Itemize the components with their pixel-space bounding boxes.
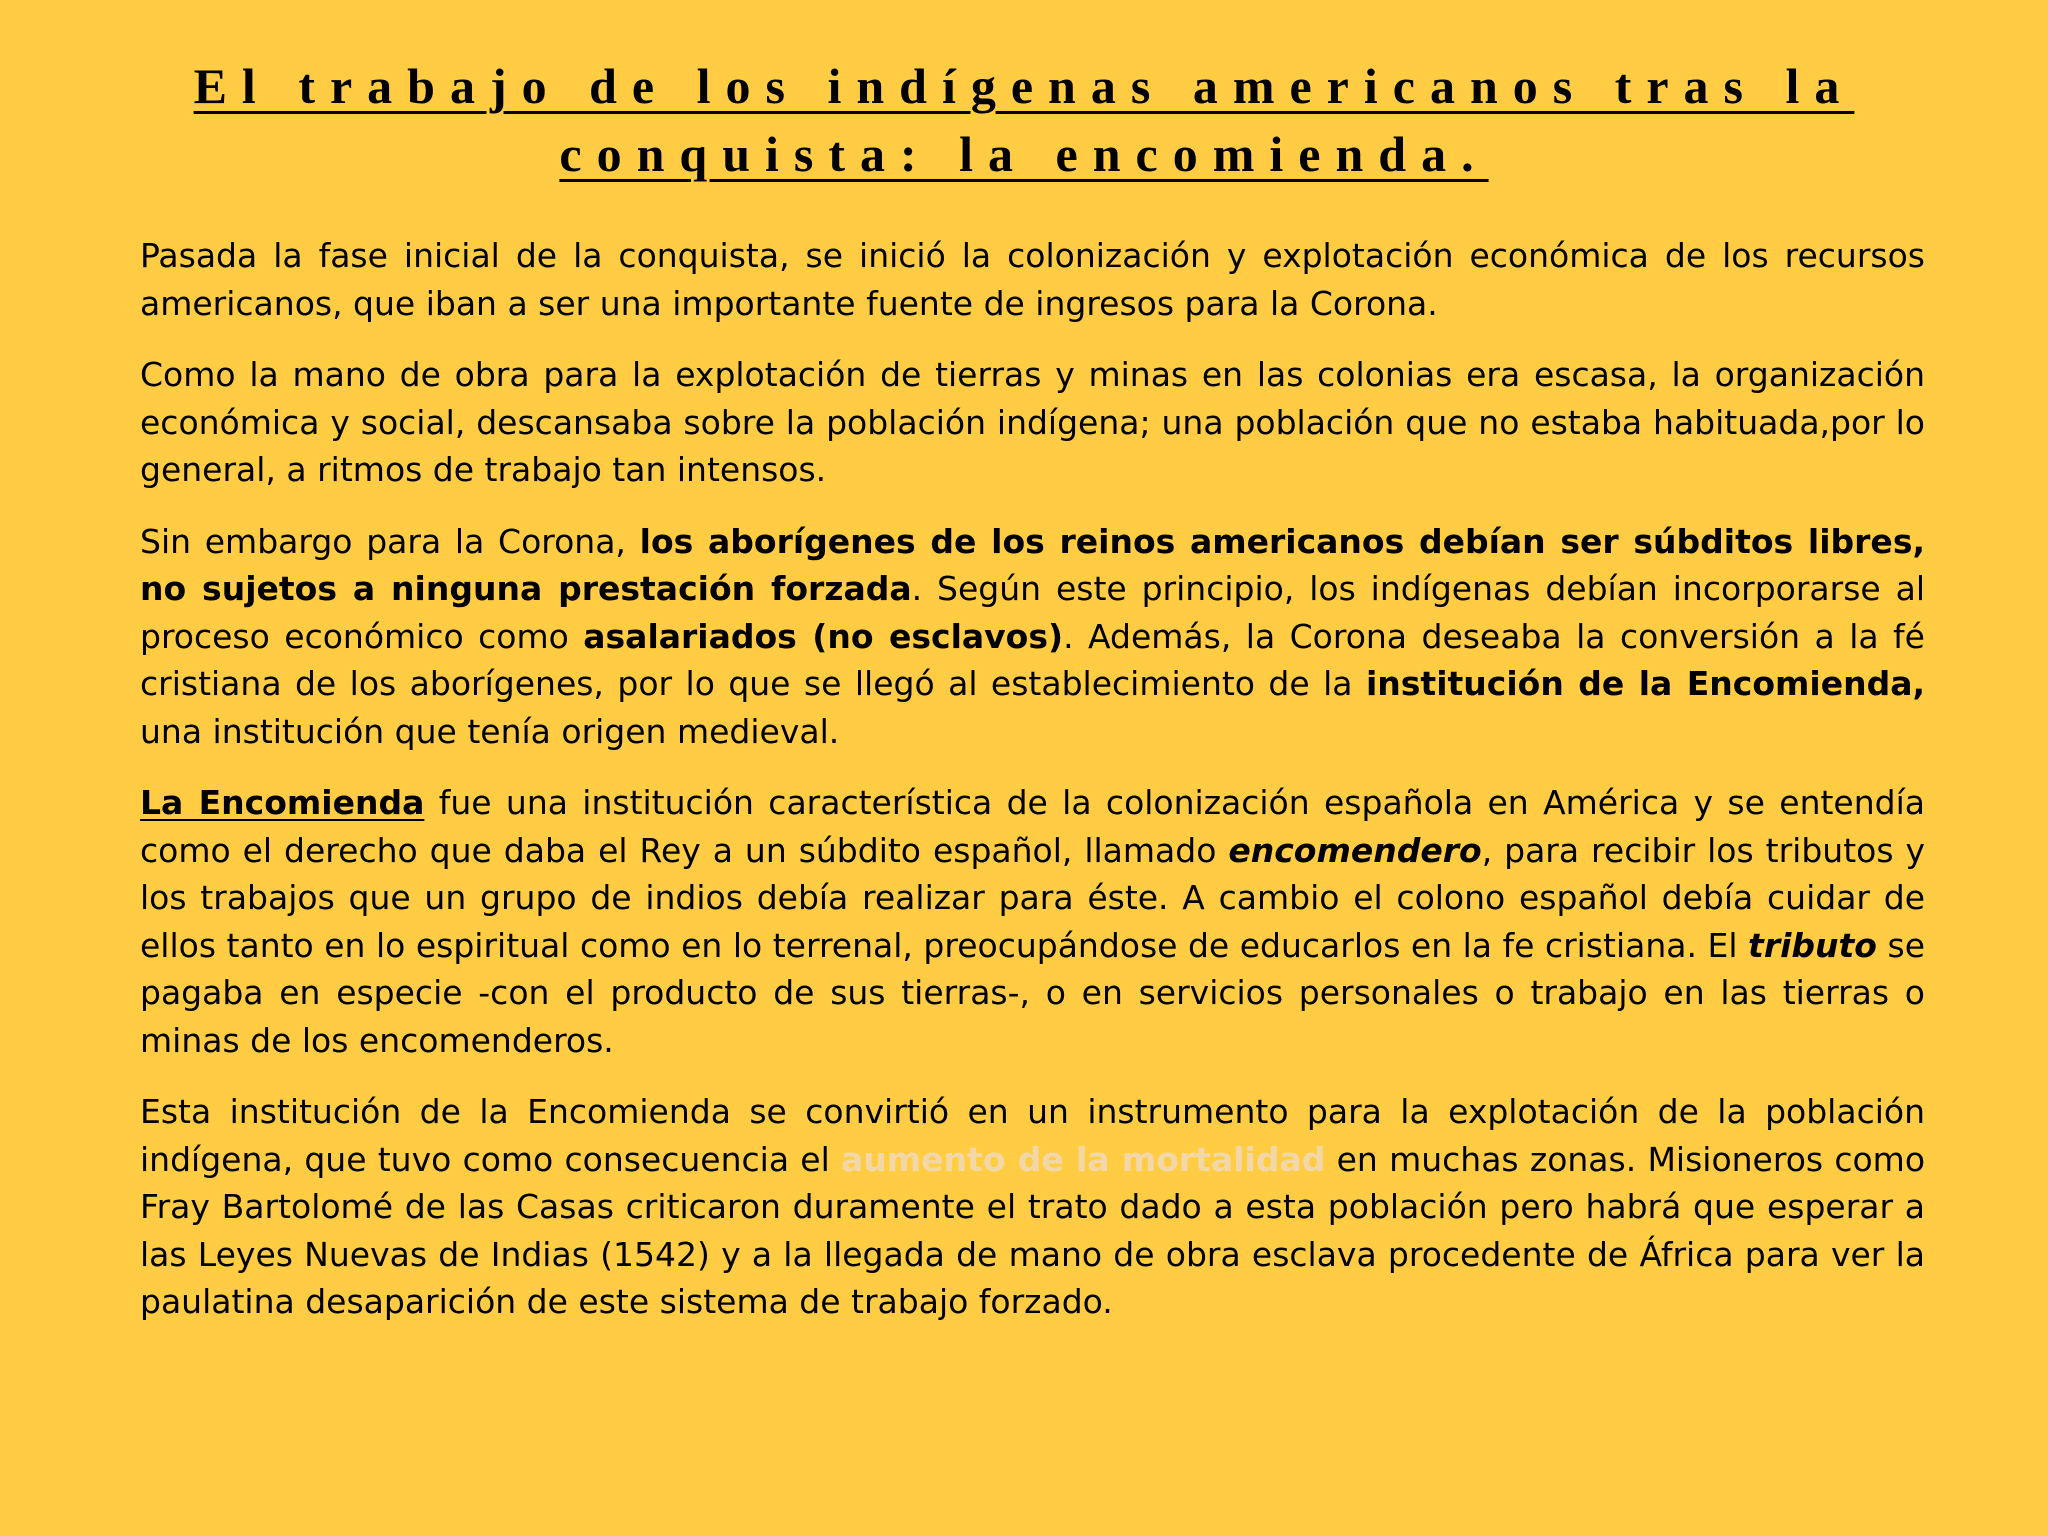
p3-bold-1: los aborígenes de los reinos americanos debían ser súbditos libres, no sujetos a ninguna prestación forzada	[140, 521, 1925, 608]
p5-text-2: en muchas zonas. Misioneros como Fray Bartolomé de las Casas criticaron duramente el trato dado a esta población pero habrá que esperar a las Leyes Nuevas de Indias (1542) y a la llegada de mano de obra esclava procedente de África para ver la paulatina desaparición de este sistema de trabajo forzado.	[140, 1139, 1926, 1321]
body-text	[140, 232, 1925, 1350]
title-line-1: El trabajo de los indígenas americanos tras la	[193, 58, 1855, 114]
paragraph-3	[140, 518, 1925, 756]
p5-text-1: Esta institución de la Encomienda se convirtió en un instrumento para la explotación de la población indígena, que tuvo como consecuencia el	[140, 1092, 1925, 1179]
faint-highlight: aumento de la mortalidad	[841, 1139, 1326, 1179]
p3-bold-3: institución de la Encomienda,	[1365, 664, 1925, 703]
p3-text-3: . Además, la Corona deseaba la conversión a la fé cristiana de los aborígenes, por lo que se llegó al establecimiento de la	[140, 616, 1925, 703]
paragraph-2: Como la mano de obra para la explotación de tierras y minas en las colonias era escasa, la organización económica y social, descansaba sobre la población indígena; una población que no estaba habituada,por lo general, a ritmos de trabajo tan intensos.	[140, 355, 1925, 489]
paragraph-5	[140, 1088, 1925, 1326]
encomendero-term: encomendero	[1228, 830, 1482, 870]
title-line-2: conquista: la encomienda.	[559, 126, 1489, 182]
page-title	[140, 52, 1908, 188]
tributo-term: tributo	[1748, 925, 1877, 965]
paragraph-4	[140, 779, 1925, 1064]
encomienda-heading: La Encomienda	[140, 783, 425, 822]
p4-text-3: se pagaba en especie -con el producto de sus tierras-, o en servicios personales o trabajo en las tierras o minas de los encomenderos.	[140, 925, 1925, 1060]
p3-bold-2: asalariados (no esclavos)	[583, 616, 1064, 656]
p4-text-1: fue una institución característica de la colonización española en América y se entendía como el derecho que daba el Rey a un súbdito español, llamado	[140, 783, 1925, 870]
p3-text-4: una institución que tenía origen medieval.	[140, 711, 840, 751]
p4-text-2: , para recibir los tributos y los trabajos que un grupo de indios debía realizar para éste. A cambio el colono español debía cuidar de ellos tanto en lo espiritual como en lo terrenal, preocupándose de educarlos en la fe cristiana. El	[140, 830, 1925, 965]
p3-text-2: . Según este principio, los indígenas debían incorporarse al proceso económico como	[140, 569, 1925, 656]
p3-text-1: Sin embargo para la Corona,	[140, 521, 640, 561]
paragraph-1: Pasada la fase inicial de la conquista, se inició la colonización y explotación económica de los recursos americanos, que iban a ser una importante fuente de ingresos para la Corona.	[140, 236, 1925, 323]
